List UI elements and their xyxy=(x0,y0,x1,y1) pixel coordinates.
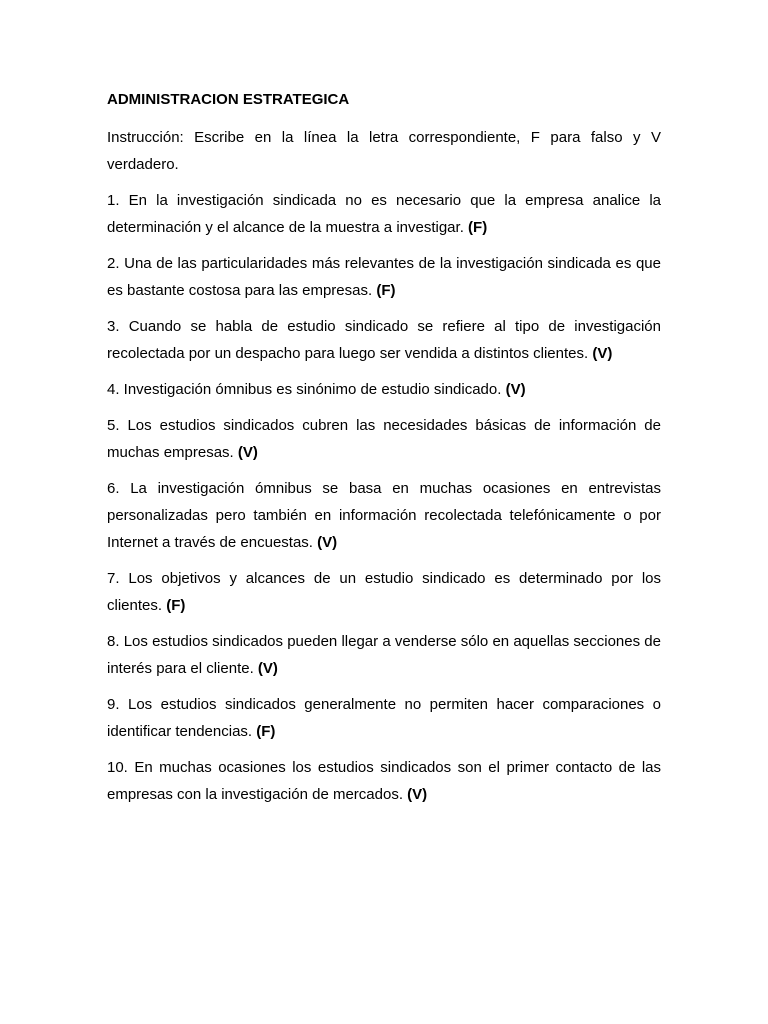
document-page xyxy=(107,88,661,817)
question-9 xyxy=(107,691,661,745)
question-text: 2. Una de las particularidades más relevantes de la investigación sindicada es que es bastante costosa para las empresas. xyxy=(107,255,661,299)
answer-label: (F) xyxy=(166,597,186,614)
question-5 xyxy=(107,412,661,466)
question-10 xyxy=(107,754,661,808)
answer-label: (V) xyxy=(237,444,258,461)
question-8 xyxy=(107,628,661,682)
document-title: ADMINISTRACION ESTRATEGICA xyxy=(107,91,350,108)
question-text: 5. Los estudios sindicados cubren las necesidades básicas de información de muchas empresas. xyxy=(107,417,661,461)
answer-label: (F) xyxy=(468,219,488,236)
question-2 xyxy=(107,250,661,304)
answer-label: (F) xyxy=(376,282,396,299)
question-3 xyxy=(107,313,661,367)
question-7 xyxy=(107,565,661,619)
question-text: 6. La investigación ómnibus se basa en muchas ocasiones en entrevistas personalizadas pero también en información recolectada telefónicamente o por Internet a través de encuestas. xyxy=(107,480,661,551)
answer-label: (V) xyxy=(592,345,613,362)
question-4 xyxy=(107,376,661,403)
question-text: 1. En la investigación sindicada no es necesario que la empresa analice la determinación y el alcance de la muestra a investigar. xyxy=(107,192,661,236)
question-text: 9. Los estudios sindicados generalmente no permiten hacer comparaciones o identificar tendencias. xyxy=(107,696,661,740)
answer-label: (V) xyxy=(257,660,278,677)
question-text: 4. Investigación ómnibus es sinónimo de estudio sindicado. xyxy=(107,381,502,398)
question-6 xyxy=(107,475,661,556)
question-text: 7. Los objetivos y alcances de un estudio sindicado es determinado por los clientes. xyxy=(107,570,661,614)
question-text: 10. En muchas ocasiones los estudios sindicados son el primer contacto de las empresas con la investigación de mercados. xyxy=(107,759,661,803)
answer-label: (V) xyxy=(407,786,428,803)
answer-label: (V) xyxy=(317,534,338,551)
answer-label: (F) xyxy=(256,723,276,740)
instruction-text: Instrucción: Escribe en la línea la letra correspondiente, F para falso y V verdadero. xyxy=(107,129,661,173)
answer-label: (V) xyxy=(505,381,526,398)
question-text: 8. Los estudios sindicados pueden llegar a venderse sólo en aquellas secciones de interés para el cliente. xyxy=(107,633,661,677)
question-text: 3. Cuando se habla de estudio sindicado se refiere al tipo de investigación recolectada por un despacho para luego ser vendida a distintos clientes. xyxy=(107,318,661,362)
question-1 xyxy=(107,187,661,241)
